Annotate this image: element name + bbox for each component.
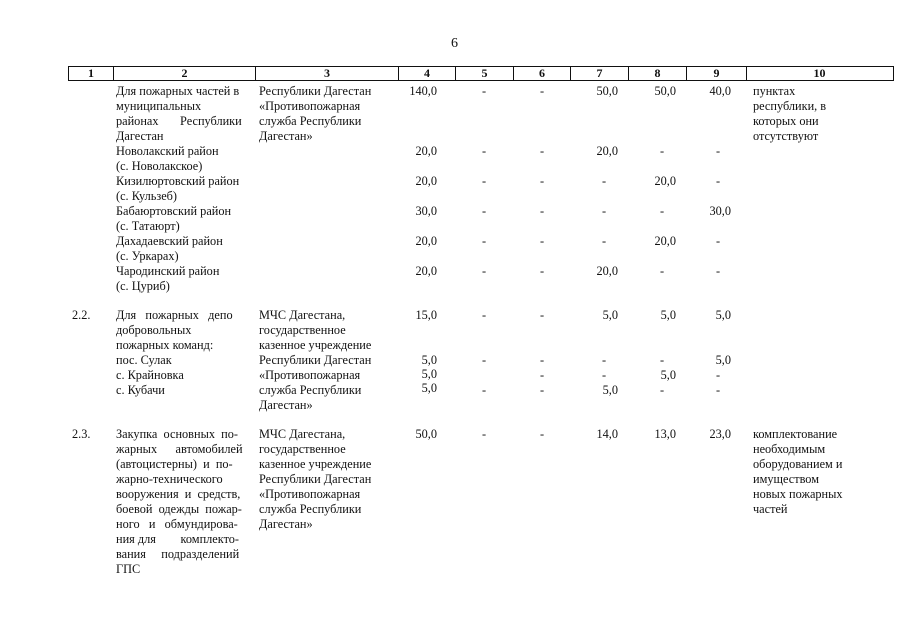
cell-col6: - (539, 427, 545, 441)
header-col-6: 6 (513, 67, 570, 80)
cell-col8: 20,0 (654, 234, 676, 248)
table-header-row (68, 66, 894, 81)
cell-name: (с. Татаюрт) (116, 219, 180, 233)
cell-executor: государственное (259, 442, 346, 456)
header-col-8: 8 (628, 67, 686, 80)
cell-col9: - (715, 234, 721, 248)
cell-name: муниципальных (116, 99, 202, 113)
cell-col4: 20,0 (415, 264, 437, 278)
header-col-3: 3 (255, 67, 398, 80)
header-col-7: 7 (570, 67, 628, 80)
cell-name: (с. Цуриб) (116, 279, 170, 293)
cell-col7: 14,0 (596, 427, 618, 441)
cell-name: вооружения и средств, (116, 487, 241, 501)
header-col-9: 9 (686, 67, 746, 80)
cell-name: пожарных команд: (116, 338, 214, 352)
cell-col9: - (715, 264, 721, 278)
cell-note: имуществом (753, 472, 819, 486)
cell-col9: 30,0 (709, 204, 731, 218)
cell-executor: служба Республики (259, 502, 362, 516)
cell-col5: - (481, 383, 487, 397)
cell-col5: - (481, 204, 487, 218)
cell-name: Дахадаевский район (116, 234, 223, 248)
cell-executor: государственное (259, 323, 346, 337)
cell-col6: - (539, 353, 545, 367)
cell-col4: 140,0 (409, 84, 437, 98)
cell-note: пунктах (753, 84, 796, 98)
cell-col7: 50,0 (596, 84, 618, 98)
cell-col9: - (715, 383, 721, 397)
cell-col7: - (601, 353, 607, 367)
cell-col5: - (481, 353, 487, 367)
cell-name: (с. Уркарах) (116, 249, 179, 263)
cell-num: 2.2. (72, 308, 91, 322)
cell-col7: - (601, 174, 607, 188)
cell-col7: - (601, 234, 607, 248)
cell-num: 2.3. (72, 427, 91, 441)
cell-note: частей (753, 502, 788, 516)
cell-col4: 20,0 (415, 144, 437, 158)
cell-col9: 40,0 (709, 84, 731, 98)
cell-col7: 5,0 (602, 383, 618, 397)
page-number: 6 (451, 36, 458, 51)
cell-col6: - (539, 368, 545, 382)
cell-executor: «Противопожарная (259, 487, 361, 501)
cell-col7: - (601, 368, 607, 382)
cell-name: ния для комплекто- (116, 532, 240, 546)
header-col-2: 2 (113, 67, 255, 80)
cell-col6: - (539, 144, 545, 158)
cell-executor: Дагестан» (259, 129, 313, 143)
cell-name: ного и обмундирова- (116, 517, 238, 531)
cell-col8: 5,0 (660, 368, 676, 382)
cell-name: Кизилюртовский район (116, 174, 240, 188)
cell-col7: 20,0 (596, 144, 618, 158)
cell-executor: Республики Дагестан (259, 84, 372, 98)
cell-col6: - (539, 383, 545, 397)
cell-col6: - (539, 234, 545, 248)
cell-name: добровольных (116, 323, 192, 337)
cell-note: республики, в (753, 99, 827, 113)
cell-col8: 13,0 (654, 427, 676, 441)
cell-col5: - (481, 264, 487, 278)
header-col-5: 5 (455, 67, 513, 80)
cell-name: Чародинский район (116, 264, 220, 278)
cell-col8: 5,0 (660, 308, 676, 322)
cell-col6: - (539, 308, 545, 322)
cell-col5: - (481, 144, 487, 158)
cell-col8: 50,0 (654, 84, 676, 98)
cell-executor: МЧС Дагестана, (259, 308, 346, 322)
cell-col4: 50,0 (415, 427, 437, 441)
cell-col4: 5,0 (421, 367, 437, 381)
cell-executor: «Противопожарная (259, 99, 361, 113)
cell-col6: - (539, 264, 545, 278)
cell-name: жарных автомобилей (116, 442, 243, 456)
cell-executor: казенное учреждение (259, 338, 372, 352)
cell-note: комплектование (753, 427, 838, 441)
cell-name: с. Кубачи (116, 383, 165, 397)
cell-name: с. Крайновка (116, 368, 184, 382)
cell-executor: служба Республики (259, 383, 362, 397)
cell-name: Для пожарных депо (116, 308, 233, 322)
cell-note: новых пожарных (753, 487, 843, 501)
cell-name: вания подразделений (116, 547, 240, 561)
cell-executor: казенное учреждение (259, 457, 372, 471)
cell-col8: 20,0 (654, 174, 676, 188)
cell-col8: - (659, 353, 665, 367)
cell-col8: - (659, 144, 665, 158)
cell-col9: - (715, 144, 721, 158)
cell-executor: МЧС Дагестана, (259, 427, 346, 441)
cell-note: отсутствуют (753, 129, 819, 143)
cell-name: (с. Кульзеб) (116, 189, 177, 203)
cell-col9: 5,0 (715, 353, 731, 367)
cell-name: районах Республики (116, 114, 242, 128)
cell-name: (с. Новолакское) (116, 159, 203, 173)
cell-note: которых они (753, 114, 819, 128)
cell-name: пос. Сулак (116, 353, 172, 367)
cell-executor: Дагестан» (259, 517, 313, 531)
cell-name: (автоцистерны) и по- (116, 457, 233, 471)
header-col-1: 1 (88, 66, 94, 80)
cell-col6: - (539, 174, 545, 188)
cell-name: Закупка основных по- (116, 427, 238, 441)
cell-name: Бабаюртовский район (116, 204, 232, 218)
cell-name: боевой одежды пожар- (116, 502, 242, 516)
cell-name: Новолакский район (116, 144, 219, 158)
cell-executor: служба Республики (259, 114, 362, 128)
cell-col4: 20,0 (415, 174, 437, 188)
cell-col4: 30,0 (415, 204, 437, 218)
cell-col4: 5,0 (421, 353, 437, 367)
cell-note: оборудованием и (753, 457, 843, 471)
cell-name: ГПС (116, 562, 141, 576)
cell-col5: - (481, 234, 487, 248)
cell-name: жарно-технического (116, 472, 223, 486)
cell-col7: 20,0 (596, 264, 618, 278)
cell-col4: 20,0 (415, 234, 437, 248)
cell-col9: 23,0 (709, 427, 731, 441)
header-col-10: 10 (746, 67, 892, 80)
cell-name: Для пожарных частей в (116, 84, 240, 98)
cell-col8: - (659, 383, 665, 397)
cell-col7: - (601, 204, 607, 218)
cell-col4: 15,0 (415, 308, 437, 322)
cell-col5: - (481, 174, 487, 188)
cell-col4: 5,0 (421, 381, 437, 395)
cell-executor: «Противопожарная (259, 368, 361, 382)
cell-col8: - (659, 264, 665, 278)
cell-col7: 5,0 (602, 308, 618, 322)
cell-executor: Дагестан» (259, 398, 313, 412)
cell-col5: - (481, 427, 487, 441)
header-col-4: 4 (398, 67, 455, 80)
cell-name: Дагестан (116, 129, 164, 143)
cell-col9: 5,0 (715, 308, 731, 322)
cell-executor: Республики Дагестан (259, 353, 372, 367)
cell-col6: - (539, 84, 545, 98)
cell-col9: - (715, 368, 721, 382)
cell-col9: - (715, 174, 721, 188)
cell-col5: - (481, 84, 487, 98)
cell-col5: - (481, 308, 487, 322)
cell-col6: - (539, 204, 545, 218)
cell-executor: Республики Дагестан (259, 472, 372, 486)
cell-note: необходимым (753, 442, 826, 456)
cell-col8: - (659, 204, 665, 218)
